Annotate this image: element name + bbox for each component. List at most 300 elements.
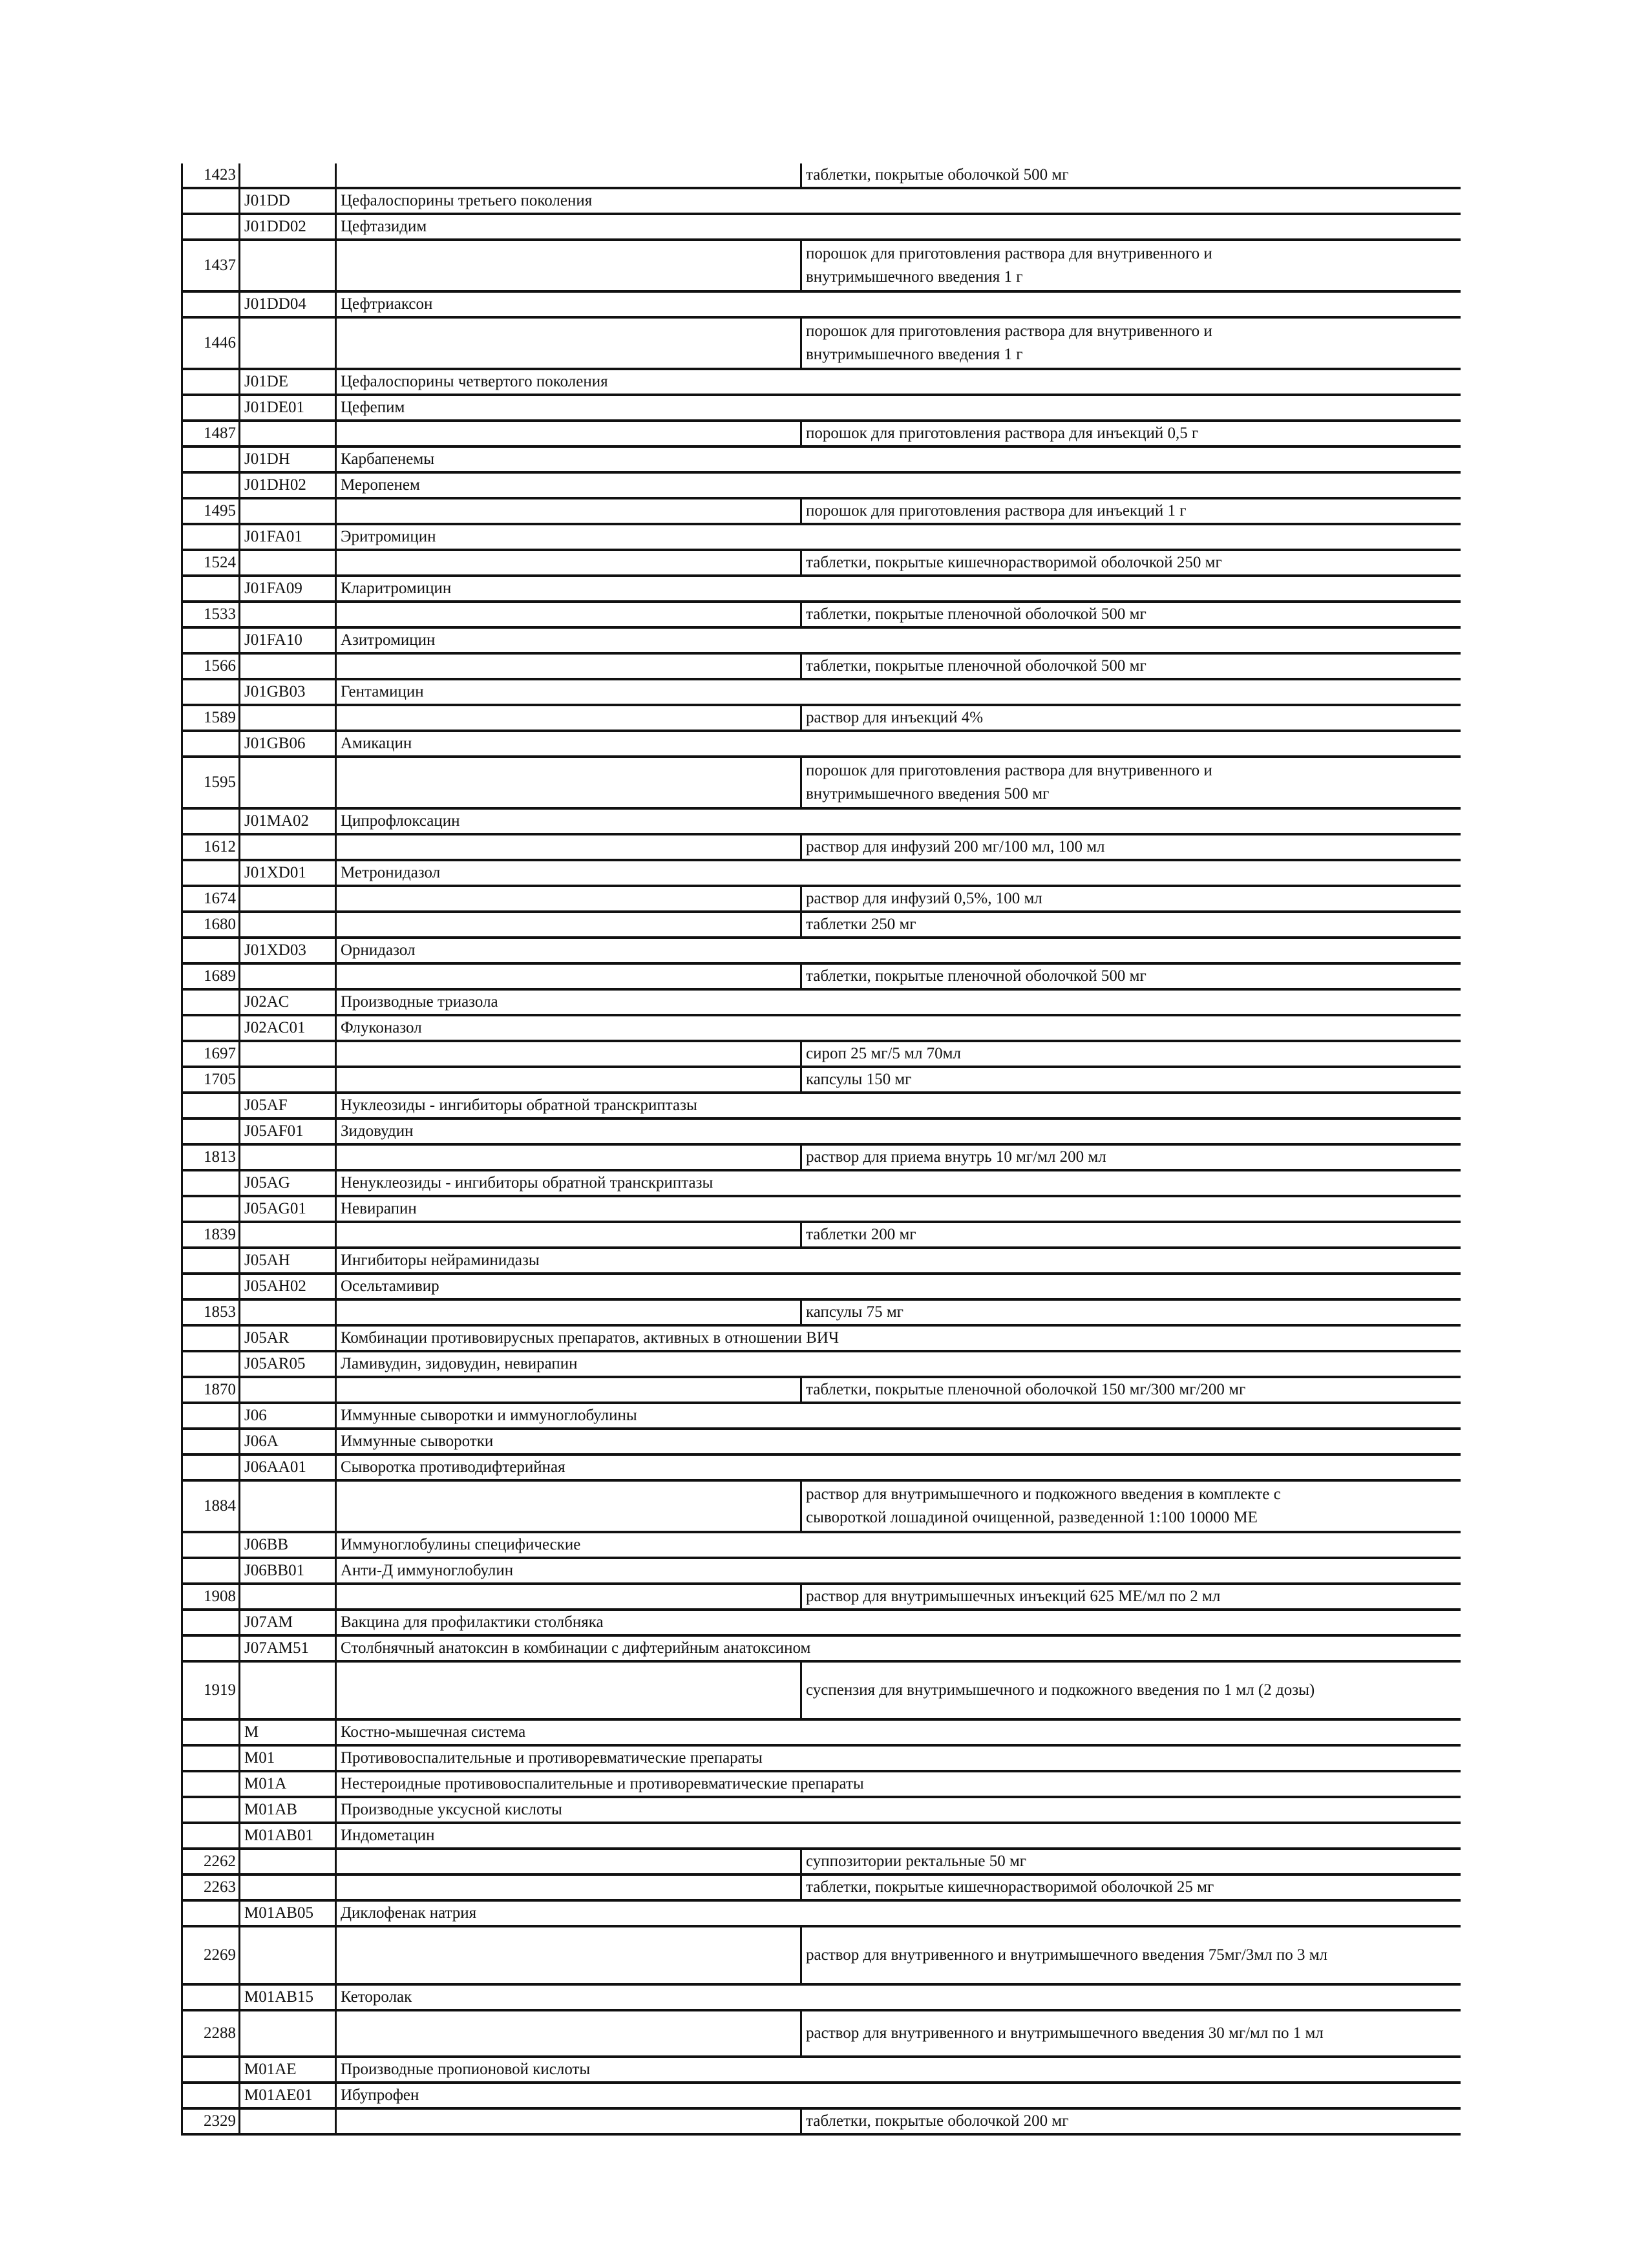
atc-code: J01MA02 [240,808,336,834]
atc-code [240,963,336,989]
drug-name: Иммуноглобулины специфические [336,1532,1461,1558]
atc-code: J06A [240,1429,336,1454]
dosage-form: порошок для приготовления раствора для внутривенного и внутримышечного введения 1 г [801,240,1461,291]
atc-code: J05AG [240,1170,336,1196]
drug-name: Карбапенемы [336,446,1461,472]
classification-row [182,1429,1461,1454]
drug-name [336,912,801,938]
atc-code [240,163,336,188]
atc-code [240,1584,336,1610]
drug-name [336,1480,801,1532]
drug-name [336,886,801,912]
drug-name [336,963,801,989]
row-number [182,1015,240,1041]
drug-name: Флуконазол [336,1015,1461,1041]
drug-name [336,1874,801,1900]
atc-code: J06AA01 [240,1454,336,1480]
drug-name: Столбнячный анатоксин в комбинации с дифтерийным анатоксином [336,1635,1461,1661]
atc-code: J01DE [240,369,336,395]
row-number [182,1325,240,1351]
dosage-form-row [182,317,1461,369]
drug-name: Ибупрофен [336,2083,1461,2108]
classification-row [182,938,1461,963]
atc-code [240,317,336,369]
dosage-form: таблетки, покрытые кишечнорастворимой оболочкой 250 мг [801,550,1461,576]
drug-name [336,1041,801,1067]
dosage-form-row [182,705,1461,731]
drug-name [336,1067,801,1093]
dosage-form: таблетки, покрытые оболочкой 200 мг [801,2108,1461,2134]
row-number [182,989,240,1015]
classification-row [182,1248,1461,1274]
row-number: 1697 [182,1041,240,1067]
row-number: 1813 [182,1144,240,1170]
row-number: 1533 [182,602,240,627]
row-number [182,369,240,395]
classification-row [182,808,1461,834]
atc-code: J05AH [240,1248,336,1274]
row-number: 1853 [182,1299,240,1325]
dosage-form: раствор для внутримышечных инъекций 625 МЕ/мл по 2 мл [801,1584,1461,1610]
row-number: 1566 [182,653,240,679]
dosage-form-row [182,1874,1461,1900]
classification-row [182,679,1461,705]
row-number: 2329 [182,2108,240,2134]
row-number [182,1429,240,1454]
row-number: 2288 [182,2010,240,2057]
drug-name [336,550,801,576]
row-number [182,1610,240,1635]
drug-name: Ингибиторы нейраминидазы [336,1248,1461,1274]
row-number: 1680 [182,912,240,938]
row-number [182,627,240,653]
row-number [182,1351,240,1377]
classification-row [182,989,1461,1015]
dosage-form-row [182,163,1461,188]
row-number [182,1454,240,1480]
row-number [182,1274,240,1299]
drug-name: Эритромицин [336,524,1461,550]
row-number: 1437 [182,240,240,291]
row-number [182,1558,240,1584]
dosage-form-row [182,1584,1461,1610]
atc-code: M01AB [240,1797,336,1823]
drug-name: Осельтамивир [336,1274,1461,1299]
classification-row [182,1196,1461,1222]
drug-name: Вакцина для профилактики столбняка [336,1610,1461,1635]
atc-code: J05AF [240,1093,336,1118]
row-number [182,1900,240,1926]
row-number [182,395,240,421]
atc-code: M01AB15 [240,1984,336,2010]
atc-code: J01FA09 [240,576,336,602]
atc-code: J06BB [240,1532,336,1558]
drug-name: Иммунные сыворотки и иммуноглобулины [336,1403,1461,1429]
atc-code [240,240,336,291]
classification-row [182,395,1461,421]
drug-name: Комбинации противовирусных препаратов, активных в отношении ВИЧ [336,1325,1461,1351]
row-number [182,576,240,602]
atc-code [240,1661,336,1719]
dosage-form: порошок для приготовления раствора для инъекций 0,5 г [801,421,1461,446]
dosage-form-row [182,1222,1461,1248]
drug-name: Костно-мышечная система [336,1719,1461,1745]
classification-row [182,524,1461,550]
drug-name: Азитромицин [336,627,1461,653]
dosage-form: раствор для внутримышечного и подкожного введения в комплекте с сывороткой лошадиной очищенной, разведенной 1:100 10000 МЕ [801,1480,1461,1532]
atc-code [240,1480,336,1532]
dosage-form: таблетки, покрытые оболочкой 500 мг [801,163,1461,188]
classification-row [182,1900,1461,1926]
row-number: 1524 [182,550,240,576]
dosage-form: раствор для инфузий 200 мг/100 мл, 100 мл [801,834,1461,860]
row-number: 1595 [182,757,240,808]
classification-row [182,1558,1461,1584]
drug-name: Метронидазол [336,860,1461,886]
drug-name [336,1584,801,1610]
atc-code: J01XD01 [240,860,336,886]
dosage-form: капсулы 150 мг [801,1067,1461,1093]
row-number [182,1093,240,1118]
dosage-form-row [182,421,1461,446]
row-number: 1589 [182,705,240,731]
drug-name: Индометацин [336,1823,1461,1849]
atc-code [240,757,336,808]
classification-row [182,1093,1461,1118]
drug-name [336,1926,801,1984]
dosage-form: порошок для приготовления раствора для внутривенного и внутримышечного введения 500 мг [801,757,1461,808]
drug-name: Нуклеозиды - ингибиторы обратной транскриптазы [336,1093,1461,1118]
row-number [182,2057,240,2083]
row-number [182,1719,240,1745]
row-number [182,188,240,214]
drug-name: Производные пропионовой кислоты [336,2057,1461,2083]
drug-name [336,757,801,808]
drug-name: Цефалоспорины четвертого поколения [336,369,1461,395]
drug-name [336,1299,801,1325]
atc-code: J01DH [240,446,336,472]
dosage-form-row [182,1144,1461,1170]
atc-code [240,1299,336,1325]
classification-row [182,1610,1461,1635]
drug-name [336,2010,801,2057]
drug-name [336,834,801,860]
dosage-form: порошок для приготовления раствора для инъекций 1 г [801,498,1461,524]
classification-row [182,1274,1461,1299]
dosage-form: порошок для приготовления раствора для внутривенного и внутримышечного введения 1 г [801,317,1461,369]
row-number: 2269 [182,1926,240,1984]
atc-code [240,653,336,679]
row-number [182,1118,240,1144]
row-number: 1674 [182,886,240,912]
drug-name: Меропенем [336,472,1461,498]
atc-code: J01GB03 [240,679,336,705]
dosage-form: таблетки 250 мг [801,912,1461,938]
row-number: 1446 [182,317,240,369]
row-number: 2262 [182,1849,240,1874]
atc-code: J05AH02 [240,1274,336,1299]
dosage-form: капсулы 75 мг [801,1299,1461,1325]
classification-row [182,1325,1461,1351]
row-number [182,808,240,834]
dosage-form: раствор для внутривенного и внутримышечного введения 30 мг/мл по 1 мл [801,2010,1461,2057]
drug-name: Диклофенак натрия [336,1900,1461,1926]
dosage-form-row [182,1299,1461,1325]
drug-name: Цефепим [336,395,1461,421]
row-number [182,214,240,240]
classification-row [182,1771,1461,1797]
drug-name: Кларитромицин [336,576,1461,602]
drug-name [336,240,801,291]
drug-name: Цефтазидим [336,214,1461,240]
dosage-form-row [182,1480,1461,1532]
atc-code: J05AF01 [240,1118,336,1144]
row-number: 1839 [182,1222,240,1248]
row-number [182,679,240,705]
classification-row [182,369,1461,395]
row-number [182,1745,240,1771]
classification-row [182,1454,1461,1480]
row-number [182,1984,240,2010]
row-number: 1689 [182,963,240,989]
dosage-form-row [182,1661,1461,1719]
atc-code [240,2108,336,2134]
drug-name [336,1661,801,1719]
classification-row [182,188,1461,214]
atc-code: M01AB05 [240,1900,336,1926]
drug-name: Орнидазол [336,938,1461,963]
row-number: 1884 [182,1480,240,1532]
atc-code [240,1041,336,1067]
classification-row [182,1635,1461,1661]
atc-code: M01AB01 [240,1823,336,1849]
atc-code: J01GB06 [240,731,336,757]
drug-name: Ненуклеозиды - ингибиторы обратной транскриптазы [336,1170,1461,1196]
drug-name: Иммунные сыворотки [336,1429,1461,1454]
classification-row [182,291,1461,317]
dosage-form: раствор для инъекций 4% [801,705,1461,731]
atc-code [240,421,336,446]
row-number [182,1248,240,1274]
drug-name [336,498,801,524]
drug-name [336,1144,801,1170]
dosage-form-row [182,602,1461,627]
row-number: 1495 [182,498,240,524]
dosage-form-row [182,963,1461,989]
atc-code: J02AC01 [240,1015,336,1041]
atc-code: J01DD04 [240,291,336,317]
dosage-form-row [182,1377,1461,1403]
atc-code [240,886,336,912]
classification-row [182,472,1461,498]
drug-name: Гентамицин [336,679,1461,705]
row-number: 1919 [182,1661,240,1719]
atc-code [240,2010,336,2057]
dosage-form-row [182,1849,1461,1874]
classification-row [182,627,1461,653]
classification-row [182,1015,1461,1041]
drug-name: Ципрофлоксацин [336,808,1461,834]
drug-name [336,2108,801,2134]
dosage-form-row [182,2010,1461,2057]
atc-code: J06BB01 [240,1558,336,1584]
dosage-form: сироп 25 мг/5 мл 70мл [801,1041,1461,1067]
dosage-form-row [182,653,1461,679]
drug-name: Цефалоспорины третьего поколения [336,188,1461,214]
row-number: 1870 [182,1377,240,1403]
drug-name: Цефтриаксон [336,291,1461,317]
classification-row [182,1532,1461,1558]
atc-code: J06 [240,1403,336,1429]
atc-code [240,550,336,576]
drug-name [336,317,801,369]
dosage-form-row [182,886,1461,912]
dosage-form-row [182,757,1461,808]
dosage-form: таблетки, покрытые кишечнорастворимой оболочкой 25 мг [801,1874,1461,1900]
atc-code [240,912,336,938]
row-number: 1908 [182,1584,240,1610]
dosage-form-row [182,240,1461,291]
dosage-form: таблетки, покрытые пленочной оболочкой 500 мг [801,963,1461,989]
classification-row [182,214,1461,240]
atc-code: J01DD [240,188,336,214]
classification-row [182,1170,1461,1196]
atc-code [240,602,336,627]
drug-name [336,1377,801,1403]
drug-name [336,653,801,679]
classification-row [182,1745,1461,1771]
atc-code [240,498,336,524]
drug-name [336,705,801,731]
classification-row [182,731,1461,757]
drug-name [336,1222,801,1248]
atc-code [240,1926,336,1984]
row-number [182,472,240,498]
drug-name: Сыворотка противодифтерийная [336,1454,1461,1480]
drug-name: Зидовудин [336,1118,1461,1144]
atc-code: J07AM [240,1610,336,1635]
row-number: 1705 [182,1067,240,1093]
classification-row [182,1403,1461,1429]
row-number: 2263 [182,1874,240,1900]
row-number [182,1196,240,1222]
drug-name [336,163,801,188]
atc-code: M01 [240,1745,336,1771]
atc-code: J01FA10 [240,627,336,653]
atc-code: M [240,1719,336,1745]
drug-list-table [181,163,1461,2136]
row-number: 1487 [182,421,240,446]
dosage-form: раствор для внутривенного и внутримышечного введения 75мг/3мл по 3 мл [801,1926,1461,1984]
row-number [182,446,240,472]
atc-code: J01DE01 [240,395,336,421]
row-number [182,2083,240,2108]
dosage-form: таблетки, покрытые пленочной оболочкой 500 мг [801,602,1461,627]
row-number [182,1170,240,1196]
drug-name [336,1849,801,1874]
row-number [182,1823,240,1849]
drug-name: Производные триазола [336,989,1461,1015]
classification-row [182,1984,1461,2010]
atc-code [240,1377,336,1403]
atc-code: J07AM51 [240,1635,336,1661]
classification-row [182,446,1461,472]
row-number [182,1532,240,1558]
row-number [182,1635,240,1661]
atc-code [240,1222,336,1248]
drug-name: Производные уксусной кислоты [336,1797,1461,1823]
dosage-form: таблетки 200 мг [801,1222,1461,1248]
drug-name: Кеторолак [336,1984,1461,2010]
drug-name: Ламивудин, зидовудин, невирапин [336,1351,1461,1377]
dosage-form-row [182,1067,1461,1093]
dosage-form: суспензия для внутримышечного и подкожного введения по 1 мл (2 дозы) [801,1661,1461,1719]
drug-name [336,421,801,446]
drug-name: Амикацин [336,731,1461,757]
row-number [182,860,240,886]
dosage-form: таблетки, покрытые пленочной оболочкой 500 мг [801,653,1461,679]
atc-code [240,1874,336,1900]
drug-name: Невирапин [336,1196,1461,1222]
atc-code: J02AC [240,989,336,1015]
drug-name: Анти-Д иммуноглобулин [336,1558,1461,1584]
classification-row [182,576,1461,602]
drug-name: Противовоспалительные и противоревматические препараты [336,1745,1461,1771]
dosage-form: таблетки, покрытые пленочной оболочкой 150 мг/300 мг/200 мг [801,1377,1461,1403]
atc-code: J01FA01 [240,524,336,550]
classification-row [182,2057,1461,2083]
dosage-form-row [182,1926,1461,1984]
classification-row [182,1823,1461,1849]
classification-row [182,1719,1461,1745]
drug-name: Нестероидные противовоспалительные и противоревматические препараты [336,1771,1461,1797]
classification-row [182,1797,1461,1823]
atc-code [240,1067,336,1093]
dosage-form: раствор для инфузий 0,5%, 100 мл [801,886,1461,912]
atc-code: M01A [240,1771,336,1797]
dosage-form-row [182,912,1461,938]
classification-row [182,1351,1461,1377]
atc-code [240,834,336,860]
row-number [182,1771,240,1797]
drug-name [336,602,801,627]
atc-code [240,1144,336,1170]
row-number: 1612 [182,834,240,860]
dosage-form-row [182,1041,1461,1067]
row-number [182,731,240,757]
atc-code: J01DD02 [240,214,336,240]
dosage-form-row [182,498,1461,524]
atc-code: J05AR [240,1325,336,1351]
atc-code: M01AE01 [240,2083,336,2108]
dosage-form-row [182,2108,1461,2134]
row-number [182,1797,240,1823]
row-number [182,524,240,550]
atc-code: J01DH02 [240,472,336,498]
dosage-form: суппозитории ректальные 50 мг [801,1849,1461,1874]
atc-code [240,705,336,731]
row-number: 1423 [182,163,240,188]
classification-row [182,860,1461,886]
row-number [182,938,240,963]
classification-row [182,2083,1461,2108]
atc-code: J05AG01 [240,1196,336,1222]
dosage-form: раствор для приема внутрь 10 мг/мл 200 мл [801,1144,1461,1170]
dosage-form-row [182,834,1461,860]
atc-code [240,1849,336,1874]
dosage-form-row [182,550,1461,576]
atc-code: J01XD03 [240,938,336,963]
